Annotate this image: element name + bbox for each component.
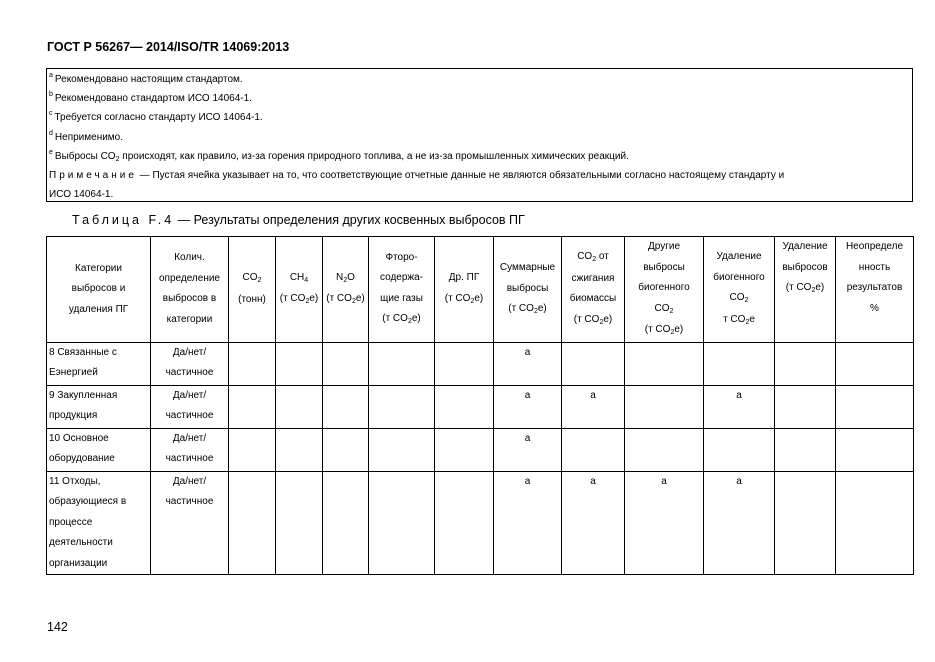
note-d (49, 128, 912, 147)
row-quantification: Да/нет/ частичное (151, 385, 229, 428)
note-marker: b (49, 91, 53, 99)
cell-total: a (494, 471, 562, 575)
cell-biogenic-removal: a (704, 385, 775, 428)
row-quantification: Да/нет/ частичное (151, 428, 229, 471)
note-text: Требуется согласно стандарту ИСО 14064-1. (54, 112, 263, 124)
col-header-biogenic-removal: Удаление биогенного $CO_2$ т $CO_2е$ (704, 237, 775, 343)
cell-other-biogenic (625, 342, 704, 385)
cell-biomass-co2: a (562, 471, 625, 575)
cell-total: a (494, 428, 562, 471)
col-header-uncertainty: Неопределе нность результатов % (836, 237, 914, 343)
cell-other-biogenic: a (625, 471, 704, 575)
note-a (49, 70, 912, 89)
table-notes-box (46, 68, 913, 202)
col-header-removals: Удаление выбросов (т $CO_2e$) (775, 237, 836, 343)
col-header-total-emissions: Суммарные выбросы (т $CO_2e$) (494, 237, 562, 343)
table-row (47, 342, 914, 385)
cell-other-biogenic (625, 428, 704, 471)
cell-biomass-co2 (562, 428, 625, 471)
note-marker: c (49, 110, 53, 118)
table-row (47, 428, 914, 471)
cell-total: a (494, 342, 562, 385)
row-category: 9 Закупленная продукция (47, 385, 151, 428)
row-category: 11 Отходы, образующиеся в процессе деятельности организации (47, 471, 151, 575)
cell-biogenic-removal (704, 428, 775, 471)
note-marker: d (49, 129, 53, 137)
cell-other-biogenic (625, 385, 704, 428)
row-category: 10 Основное оборудование (47, 428, 151, 471)
col-header-category: Категории выбросов и удаления ПГ (47, 237, 151, 343)
col-header-co2: $CO_2$ (тонн) (229, 237, 276, 343)
col-header-other-biogenic: Другие выбросы биогенного $CO_2$ (т $CO_2e$) (625, 237, 704, 343)
cell-biomass-co2 (562, 342, 625, 385)
document-header: ГОСТ Р 56267— 2014/ISO/TR 14069:2013 (47, 40, 290, 54)
col-header-biomass-co2: $CO_2$ от сжигания биомассы (т $CO_2e$) (562, 237, 625, 343)
col-header-quantification: Колич. определение выбросов в категории (151, 237, 229, 343)
row-quantification: Да/нет/ частичное (151, 471, 229, 575)
indirect-emissions-table (46, 236, 914, 575)
note-marker: a (49, 72, 53, 79)
note-b (49, 89, 912, 108)
note-text: Неприменимо. (54, 131, 124, 143)
col-header-ch4: $CH_4$ (т $CO_2e$) (276, 237, 323, 343)
table-caption-title: Результаты определения других косвенных выбросов ПГ (193, 213, 525, 227)
note-text: Рекомендовано стандартом ИСО 14064-1. (54, 93, 252, 105)
note-e: $^e$ Выбросы $CO_2$ происходят, как правило, из-за горения природного топлива, а не из-за промышленных химических реакций. (49, 148, 629, 163)
cell-biogenic-removal: a (704, 471, 775, 575)
page-number: 142 (47, 620, 68, 634)
row-quantification: Да/нет/ частичное (151, 342, 229, 385)
table-header-row (47, 237, 914, 343)
row-category: 8 Связанные с Еэнергией (47, 342, 151, 385)
table-row (47, 385, 914, 428)
note-c (49, 108, 912, 127)
col-header-other-ghg: Др. ПГ (т $CO_2e$) (435, 237, 494, 343)
note-marker: e (49, 148, 53, 156)
cell-biogenic-removal (704, 342, 775, 385)
col-header-n2o: $N_2O$ (т $CO_2e$) (323, 237, 369, 343)
remark-continuation: ИСО 14064-1. (49, 189, 114, 201)
col-header-fluorinated-gases: Фторо- содержа- щие газы (т $CO_2e$) (369, 237, 435, 343)
cell-biomass-co2: a (562, 385, 625, 428)
note-text: Рекомендовано настоящим стандартом. (54, 74, 243, 85)
table-row (47, 471, 914, 575)
cell-total: a (494, 385, 562, 428)
remark-label: Примечание (49, 169, 137, 181)
table-caption-label: Таблица F.4 (72, 213, 175, 227)
remark: Примечание — Пустая ячейка указывает на то, что соответствующие отчетные данные не являются обязательными согласно настоящему стандарту и (49, 169, 785, 181)
table-caption: Таблица F.4 — Результаты определения других косвенных выбросов ПГ (72, 213, 525, 227)
